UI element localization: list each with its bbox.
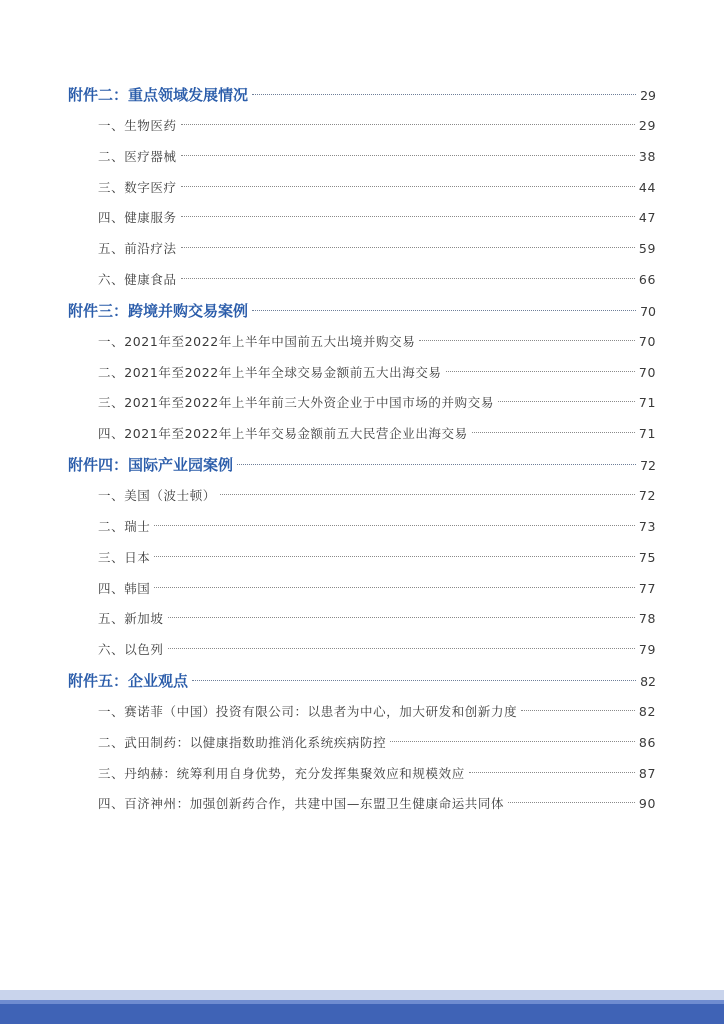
toc-entry[interactable] (68, 545, 656, 576)
toc-page-number: 72 (638, 487, 656, 503)
toc-entry[interactable] (68, 390, 656, 421)
dot-leader (521, 710, 635, 711)
table-of-contents (68, 82, 656, 822)
toc-section-heading[interactable] (68, 668, 656, 699)
toc-entry-title: 二、2021年至2022年上半年全球交易金额前五大出海交易 (98, 364, 442, 380)
toc-entry-title: 三、日本 (98, 549, 151, 565)
dot-leader (220, 494, 635, 495)
toc-page-number: 47 (638, 210, 656, 226)
toc-page-number: 71 (638, 426, 656, 442)
dot-leader (168, 617, 635, 618)
toc-section-title: 附件四：国际产业园案例 (68, 456, 234, 475)
toc-entry[interactable] (68, 236, 656, 267)
toc-entry-title: 五、前沿疗法 (98, 241, 177, 257)
toc-entry-title: 一、赛诺菲（中国）投资有限公司：以患者为中心，加大研发和创新力度 (98, 703, 518, 719)
toc-section-heading[interactable] (68, 82, 656, 113)
dot-leader (154, 556, 634, 557)
toc-entry-title: 四、2021年至2022年上半年交易金额前五大民营企业出海交易 (98, 426, 468, 442)
toc-entry-title: 六、健康食品 (98, 272, 177, 288)
toc-page-number: 71 (638, 395, 656, 411)
toc-entry[interactable] (68, 267, 656, 298)
dot-leader (419, 340, 635, 341)
toc-entry[interactable] (68, 576, 656, 607)
toc-section-title: 附件三：跨境并购交易案例 (68, 301, 249, 320)
toc-entry[interactable] (68, 205, 656, 236)
toc-section-title: 附件二：重点领域发展情况 (68, 86, 249, 104)
toc-entry[interactable] (68, 113, 656, 144)
toc-page-number: 87 (638, 765, 656, 781)
dot-leader (168, 648, 635, 649)
toc-page-number: 79 (638, 642, 656, 658)
toc-page-number: 77 (638, 580, 656, 596)
toc-entry[interactable] (68, 699, 656, 730)
footer-band-dark (0, 1000, 724, 1024)
toc-page-number: 86 (638, 734, 656, 750)
toc-page-number: 70 (638, 333, 656, 349)
toc-entry[interactable] (68, 329, 656, 360)
toc-page-number: 38 (638, 148, 656, 164)
dot-leader (508, 802, 635, 803)
toc-entry-title: 二、瑞士 (98, 518, 151, 534)
toc-entry[interactable] (68, 421, 656, 452)
dot-leader (498, 401, 635, 402)
toc-entry-title: 一、生物医药 (98, 117, 177, 133)
toc-entry-title: 四、百济神州：加强创新药合作，共建中国—东盟卫生健康命运共同体 (98, 796, 505, 812)
toc-section-heading[interactable] (68, 298, 656, 329)
dot-leader (154, 587, 634, 588)
toc-section-heading[interactable] (68, 452, 656, 483)
toc-entry-title: 四、韩国 (98, 580, 151, 596)
footer-band-light (0, 990, 724, 1000)
toc-page-number: 75 (638, 549, 656, 565)
toc-page-number: 59 (638, 241, 656, 257)
toc-entry-title: 一、2021年至2022年上半年中国前五大出境并购交易 (98, 333, 416, 349)
dot-leader (472, 432, 635, 433)
toc-page-number: 29 (638, 117, 656, 133)
toc-entry-title: 一、美国（波士顿） (98, 487, 216, 503)
toc-page-number: 70 (640, 303, 656, 319)
toc-entry-title: 二、武田制药：以健康指数助推消化系统疾病防控 (98, 734, 387, 750)
dot-leader (181, 155, 635, 156)
toc-entry[interactable] (68, 761, 656, 792)
toc-page-number: 70 (638, 364, 656, 380)
dot-leader (181, 124, 635, 125)
toc-page-number: 90 (638, 796, 656, 812)
toc-page-number: 82 (640, 674, 656, 690)
toc-page-number: 78 (638, 611, 656, 627)
toc-entry[interactable] (68, 360, 656, 391)
toc-page-number: 72 (640, 458, 656, 474)
toc-entry[interactable] (68, 606, 656, 637)
dot-leader (252, 94, 636, 95)
dot-leader (181, 216, 635, 217)
dot-leader (237, 464, 636, 465)
toc-entry[interactable] (68, 730, 656, 761)
toc-page-number: 82 (638, 703, 656, 719)
toc-entry-title: 四、健康服务 (98, 210, 177, 226)
toc-entry-title: 二、医疗器械 (98, 148, 177, 164)
toc-entry[interactable] (68, 514, 656, 545)
toc-entry-title: 三、丹纳赫：统筹利用自身优势，充分发挥集聚效应和规模效应 (98, 765, 465, 781)
toc-section-title: 附件五：企业观点 (68, 672, 189, 691)
toc-entry[interactable] (68, 791, 656, 822)
dot-leader (390, 741, 635, 742)
toc-page-number: 66 (638, 272, 656, 288)
dot-leader (469, 772, 635, 773)
toc-entry-title: 三、2021年至2022年上半年前三大外资企业于中国市场的并购交易 (98, 395, 494, 411)
toc-entry[interactable] (68, 637, 656, 668)
dot-leader (181, 247, 635, 248)
toc-page-number: 73 (638, 518, 656, 534)
dot-leader (154, 525, 634, 526)
dot-leader (181, 278, 635, 279)
dot-leader (192, 680, 636, 681)
dot-leader (446, 371, 635, 372)
toc-entry[interactable] (68, 175, 656, 206)
toc-entry[interactable] (68, 483, 656, 514)
toc-entry-title: 三、数字医疗 (98, 179, 177, 195)
dot-leader (252, 310, 636, 311)
dot-leader (181, 186, 635, 187)
toc-entry-title: 五、新加坡 (98, 611, 164, 627)
toc-page-number: 44 (638, 179, 656, 195)
toc-entry[interactable] (68, 144, 656, 175)
toc-entry-title: 六、以色列 (98, 642, 164, 658)
toc-page-number: 29 (640, 88, 656, 103)
